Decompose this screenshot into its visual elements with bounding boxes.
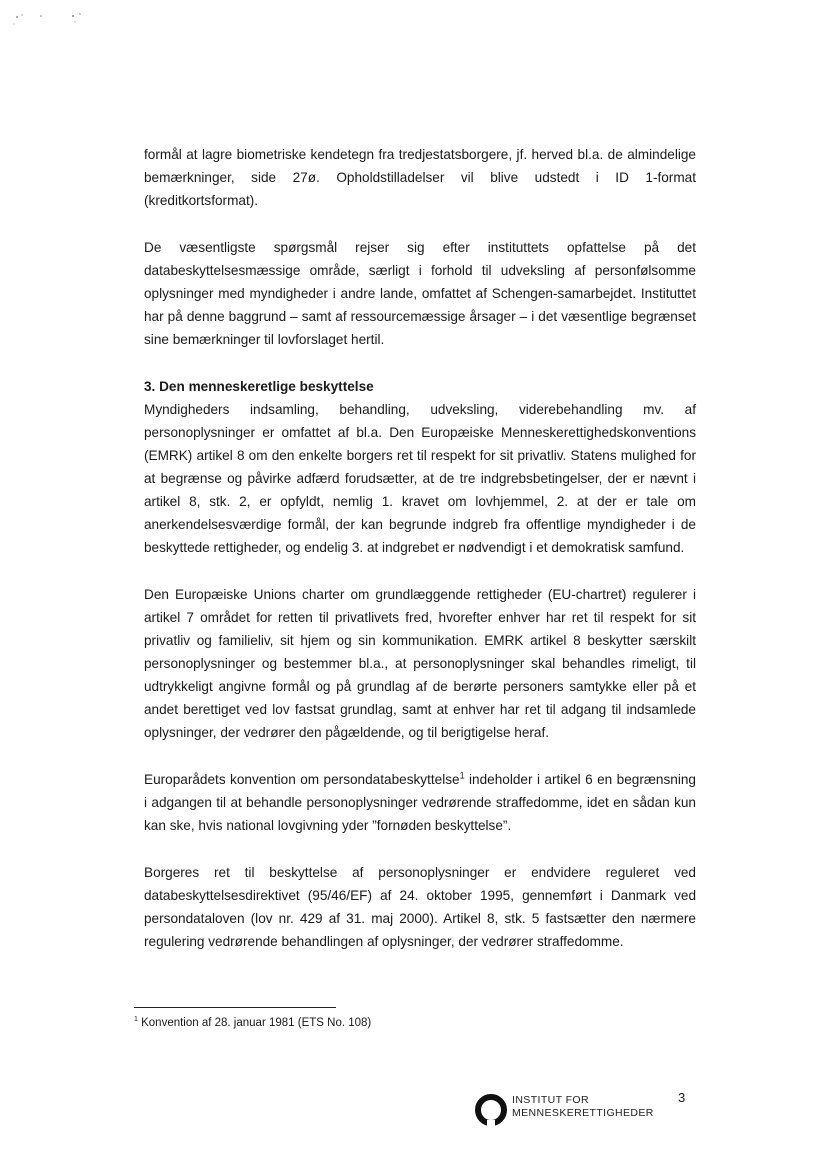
footnote-number: 1 — [134, 1016, 138, 1024]
footnote-reference: 1 — [459, 770, 465, 781]
logo-line-2: MENNESKERETTIGHEDER — [512, 1107, 654, 1119]
paragraph-directive: Borgeres ret til beskyttelse af personoplysninger er endvidere reguleret ved databeskyttelsesdirektivet (95/46/EF) af 24. oktober 1995, gennemført i Danmark ved persondataloven (lov nr. 429 af 31. maj 2000). Artikel 8, stk. 5 fastsætter den nærmere regulering vedrørende behandlingen af oplysninger, der vedrører straffedomme. — [144, 865, 696, 949]
paragraph-emrk: Myndigheders indsamling, behandling, udveksling, viderebehandling mv. af personoplysninger er omfattet af bl.a. Den Europæiske Menneskerettighedskonventions (EMRK) artikel 8 om den enkelte borgers ret til respekt for sit privatliv. Statens mulighed for at begrænse og påvirke adfærd forudsætter, at de tre indgrebsbetingelser, der er nævnt i artikel 8, stk. 2, er opfyldt, nemlig 1. kravet om lovhjemmel, 2. at der er tale om anerkendelsesværdige formål, der kan begrunde indgreb fra offentlige myndigheder i de beskyttede rettigheder, og endelig 3. at indgrebet er nødvendigt i et demokratisk samfund. — [144, 402, 696, 555]
paragraph-1: formål at lagre biometriske kendetegn fra tredjestatsborgere, jf. herved bl.a. de almindelige bemærkninger, side 27ø. Opholdstilladelser vil blive udstedt i ID 1-format (kreditkortsformat). — [144, 147, 696, 208]
footnote — [134, 1015, 634, 1031]
institute-logo — [474, 1091, 694, 1131]
logo-wordmark — [512, 1094, 654, 1120]
logo-line-1: INSTITUT FOR — [512, 1094, 589, 1106]
europarad-text-start: Europarådets konvention om persondatabeskyttelse — [144, 772, 460, 787]
europarad-text-end: indeholder i artikel 6 en begrænsning i adgangen til at behandle personoplysninger vedrørende straffedomme, idet en sådan kun kan ske, hvis national lovgivning yder ”fornøden beskyttelse”. — [144, 772, 696, 833]
footnote-text: Konvention af 28. januar 1981 (ETS No. 108) — [137, 1017, 372, 1029]
paragraph-eu-charter: Den Europæiske Unions charter om grundlæggende rettigheder (EU-chartret) regulerer i artikel 7 området for retten til privatlivets fred, hvorefter enhver har ret til respekt for sit privatliv og familieliv, sit hjem og sin kommunikation. EMRK artikel 8 beskytter særskilt personoplysninger og bestemmer bl.a., at personoplysninger skal behandles rimeligt, til udtrykkeligt angivne formål og på grundlag af de berørte personers samtykke eller på et andet berettiget ved lov fastsat grundlag, samt at enhver har ret til adgang til indsamlede oplysninger, der vedrører den pågældende, og til berigtigelse heraf. — [144, 587, 696, 740]
section-heading: 3. Den menneskeretlige beskyttelse — [144, 379, 374, 394]
page-number: 3 — [678, 1090, 686, 1105]
section-3 — [144, 375, 696, 953]
scan-specks — [0, 0, 120, 60]
body-text — [144, 143, 696, 977]
footnote-divider — [134, 1007, 336, 1008]
ring-logo-icon — [474, 1093, 508, 1127]
paragraph-2: De væsentligste spørgsmål rejser sig efter instituttets opfattelse på det databeskyttelsesmæssige område, særligt i forhold til udveksling af personfølsomme oplysninger med myndigheder i andre lande, omfattet af Schengen-samarbejdet. Instituttet har på denne baggrund – samt af ressourcemæssige årsager – i det væsentlige begrænset sine bemærkninger til lovforslaget hertil. — [144, 240, 696, 347]
paragraph-europarad — [144, 768, 696, 837]
